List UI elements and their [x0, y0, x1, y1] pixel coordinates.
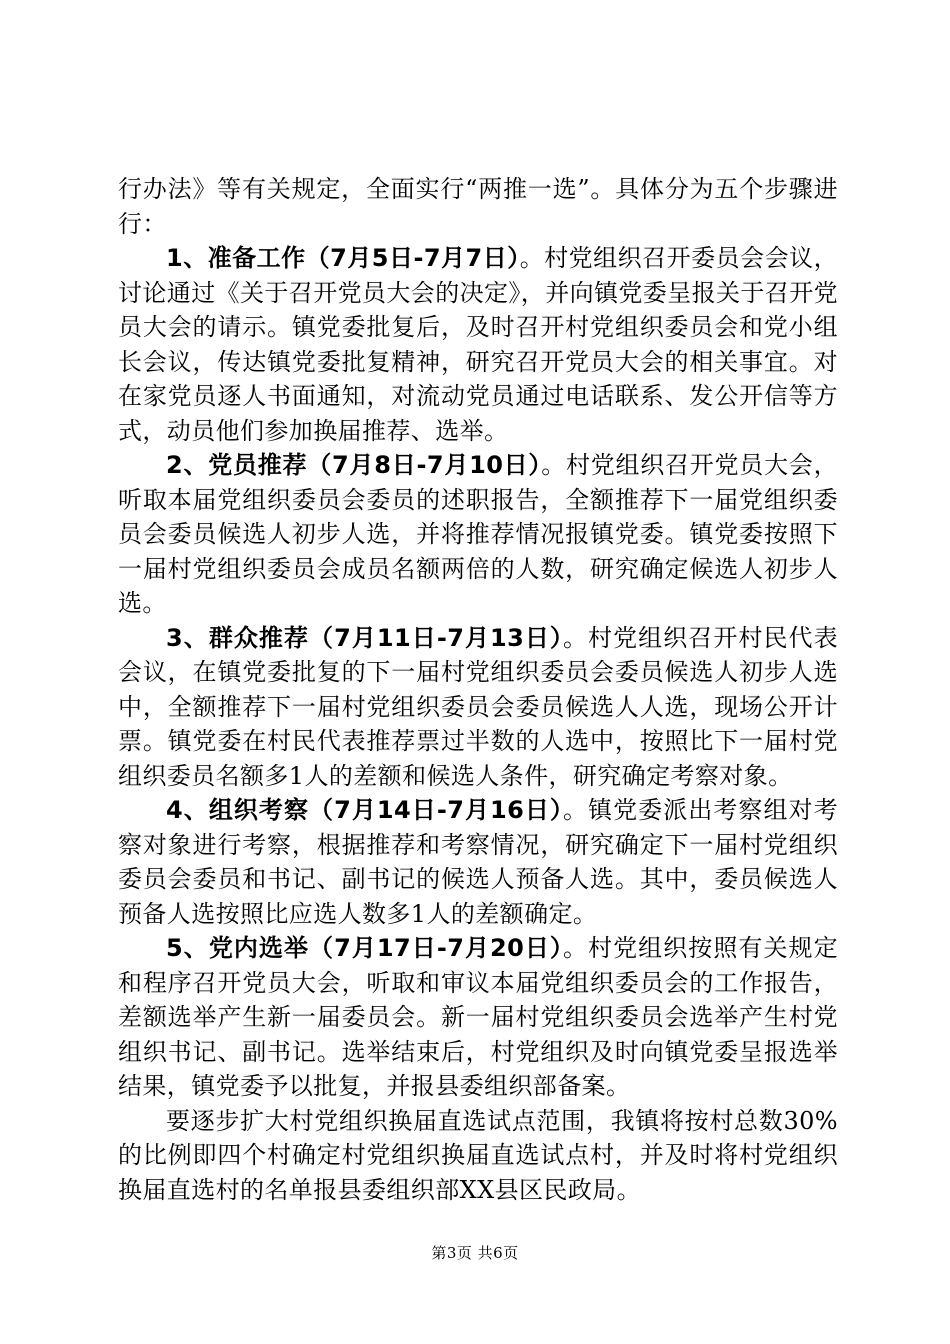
intro-paragraph: 行办法》等有关规定，全面实行“两推一选”。具体分为五个步骤进行：	[118, 175, 838, 238]
closing-paragraph: 要逐步扩大村党组织换届直选试点范围，我镇将按村总数30%的比例即四个村确定村党组织换届直选试点村，并及时将村党组织换届直选村的名单报县委组织部XX县区民政局。	[118, 1106, 838, 1204]
step-body-3: 。村党组织召开村民代表会议，在镇党委批复的下一届村党组织委员会委员候选人初步人选中，全额推荐下一届村党组织委员会委员候选人人选，现场公开计票。镇党委在村民代表推荐票过半数的人选中，按照比下一届村党组织委员名额多1人的差额和候选人条件，研究确定考察对象。	[118, 623, 838, 790]
step-title-3: 3、群众推荐（7月11日-7月13日）	[166, 623, 563, 652]
step-body-1: 。村党组织召开委员会会议，讨论通过《关于召开党员大会的决定》，并向镇党委呈报关于召开党员大会的请示。镇党委批复后，及时召开村党组织委员会和党小组长会议，传达镇党委批复精神，研究召开党员大会的相关事宜。对在家党员逐人书面通知，对流动党员通过电话联系、发公开信等方式，动员他们参加换届推荐、选举。	[118, 244, 838, 445]
step-title-5: 5、党内选举（7月17日-7月20日）	[166, 934, 563, 962]
step-paragraph-1	[118, 241, 838, 448]
step-paragraph-3	[118, 621, 838, 794]
step-body-2: 。村党组织召开党员大会，听取本届党组织委员会委员的述职报告，全额推荐下一届党组织委员会委员候选人初步人选，并将推荐情况报镇党委。镇党委按照下一届村党组织委员会成员名额两倍的人数，研究确定候选人初步人选。	[118, 451, 838, 617]
step-title-1: 1、准备工作（7月5日-7月7日）	[166, 244, 520, 272]
step-paragraph-2	[118, 448, 838, 621]
step-title-4: 4、组织考察（7月14日-7月16日）	[166, 796, 563, 824]
page-footer: 第3页 共6页	[431, 1244, 519, 1262]
step-paragraph-5	[118, 931, 838, 1104]
step-title-2: 2、党员推荐（7月8日-7月10日）	[166, 451, 542, 479]
step-paragraph-4	[118, 793, 838, 931]
step-body-5: 。村党组织按照有关规定和程序召开党员大会，听取和审议本届党组织委员会的工作报告，差额选举产生新一届委员会。新一届村党组织委员会选举产生村党组织书记、副书记。选举结束后，村党组织及时向镇党委呈报选举结果，镇党委予以批复，并报县委组织部备案。	[118, 934, 838, 1100]
document-body	[118, 172, 838, 1207]
step-body-4: 。镇党委派出考察组对考察对象进行考察，根据推荐和考察情况，研究确定下一届村党组织委员会委员和书记、副书记的候选人预备人选。其中，委员候选人预备人选按照比应选人数多1人的差额确定。	[118, 796, 838, 928]
